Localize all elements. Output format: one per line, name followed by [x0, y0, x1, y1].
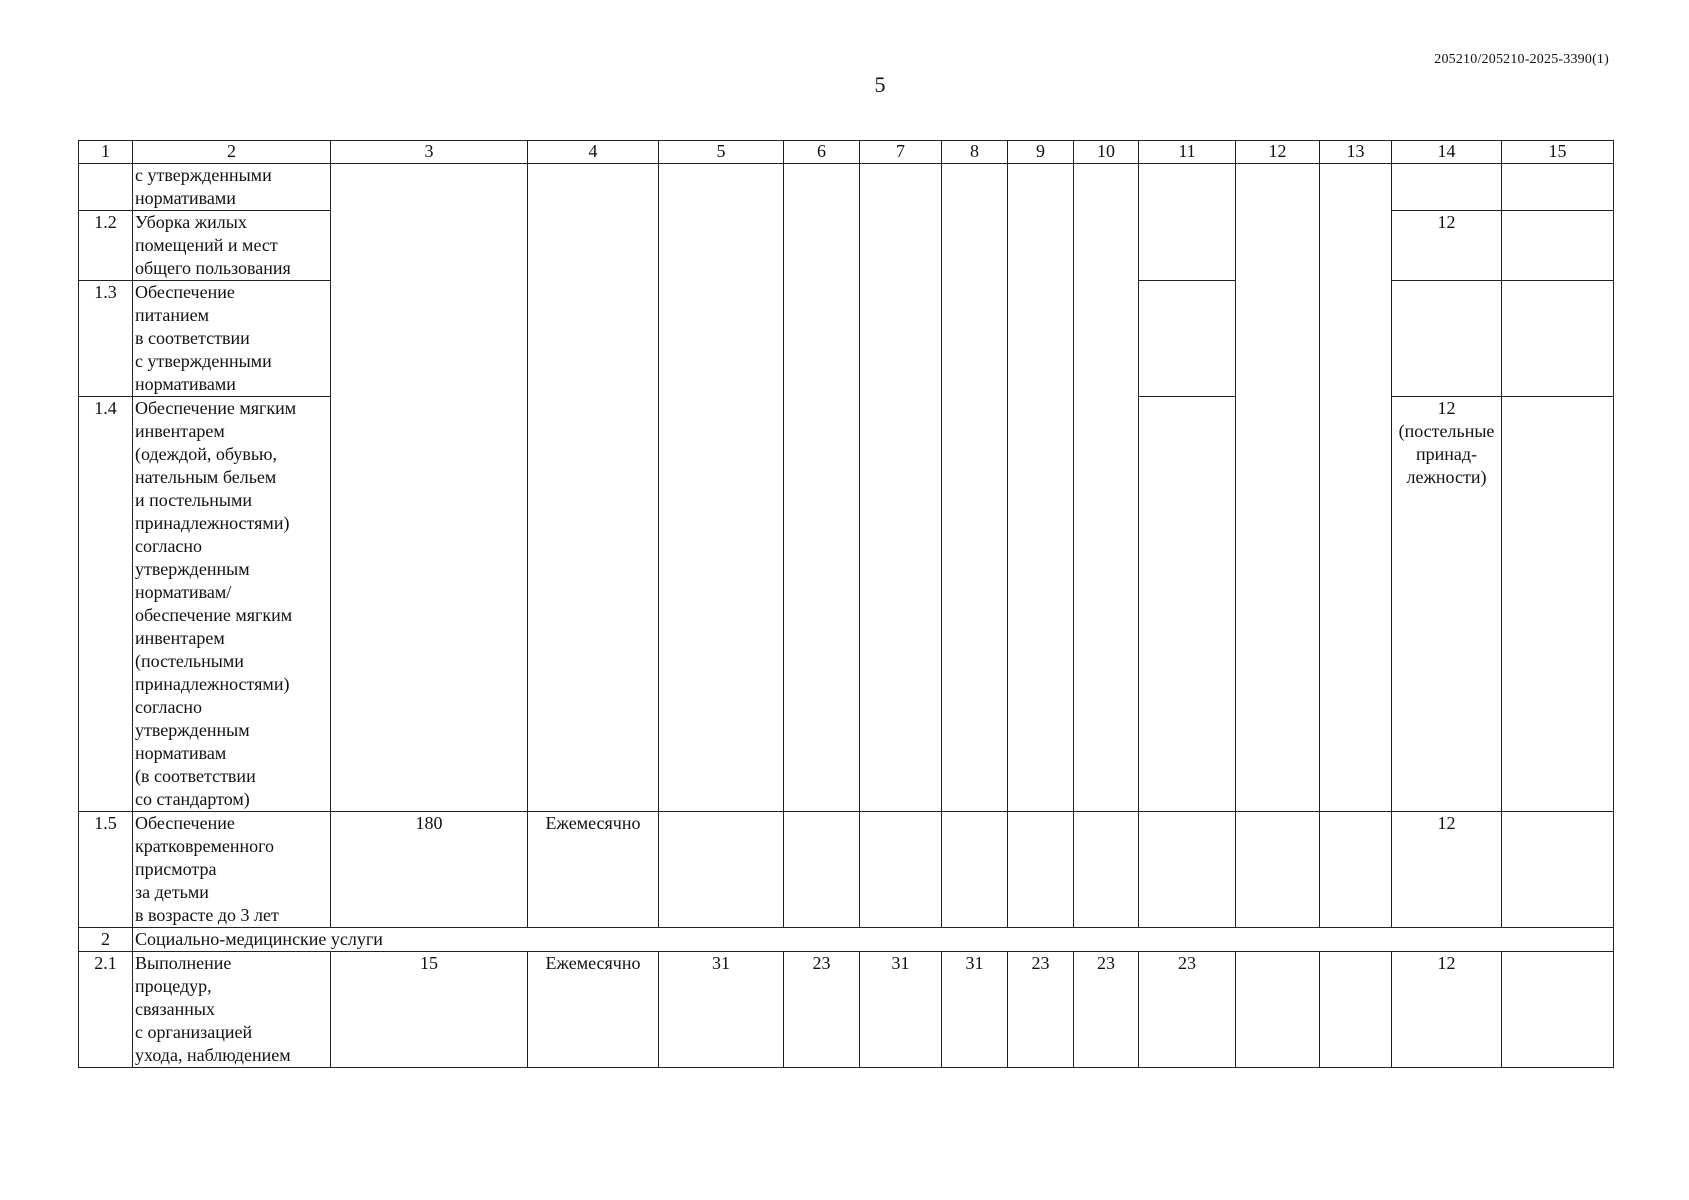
row-number: 1.3	[79, 281, 133, 397]
cell-col10	[1074, 164, 1139, 812]
cell-col6	[784, 812, 860, 928]
cell-col12	[1236, 164, 1320, 812]
cell-col10: 23	[1074, 952, 1139, 1068]
row-number: 2.1	[79, 952, 133, 1068]
cell-col15	[1502, 812, 1614, 928]
table-row	[79, 164, 1614, 211]
cell-col14: 12	[1392, 211, 1502, 281]
cell-col7	[860, 812, 942, 928]
column-header: 4	[528, 141, 659, 164]
cell-col8	[942, 164, 1008, 812]
document-number: 205210/205210-2025-3390(1)	[1434, 52, 1609, 67]
cell-col15	[1502, 281, 1614, 397]
cell-col12	[1236, 952, 1320, 1068]
cell-col14: 12 (постельные принад- лежности)	[1392, 397, 1502, 812]
section-title: Социально-медицинские услуги	[133, 928, 1614, 952]
cell-col11	[1139, 164, 1236, 281]
cell-col7: 31	[860, 952, 942, 1068]
cell-col10	[1074, 812, 1139, 928]
cell-col3: 180	[331, 812, 528, 928]
cell-col3	[331, 164, 528, 812]
service-name: Обеспечение питанием в соответствии с утвержденными нормативами	[133, 281, 331, 397]
table-row	[79, 812, 1614, 928]
row-number	[79, 164, 133, 211]
cell-col11	[1139, 812, 1236, 928]
row-number: 1.2	[79, 211, 133, 281]
cell-col8: 31	[942, 952, 1008, 1068]
cell-col15	[1502, 397, 1614, 812]
section-row	[79, 928, 1614, 952]
cell-col13	[1320, 952, 1392, 1068]
service-name: с утвержденными нормативами	[133, 164, 331, 211]
cell-col6: 23	[784, 952, 860, 1068]
cell-col11	[1139, 281, 1236, 397]
column-header: 13	[1320, 141, 1392, 164]
column-header: 9	[1008, 141, 1074, 164]
service-name: Выполнение процедур, связанных с организацией ухода, наблюдением	[133, 952, 331, 1068]
cell-col4: Ежемесячно	[528, 952, 659, 1068]
cell-col5: 31	[659, 952, 784, 1068]
cell-col6	[784, 164, 860, 812]
cell-col8	[942, 812, 1008, 928]
cell-col4	[528, 164, 659, 812]
page-number: 5	[874, 72, 886, 97]
cell-col4: Ежемесячно	[528, 812, 659, 928]
column-header: 6	[784, 141, 860, 164]
cell-col9: 23	[1008, 952, 1074, 1068]
table-header-row	[79, 141, 1614, 164]
cell-col14: 12	[1392, 952, 1502, 1068]
cell-col11	[1139, 397, 1236, 812]
cell-col11: 23	[1139, 952, 1236, 1068]
column-header: 5	[659, 141, 784, 164]
row-number: 2	[79, 928, 133, 952]
cell-col5	[659, 812, 784, 928]
cell-col9	[1008, 164, 1074, 812]
service-schedule-table	[78, 140, 1614, 1068]
column-header: 11	[1139, 141, 1236, 164]
column-header: 1	[79, 141, 133, 164]
column-header: 2	[133, 141, 331, 164]
service-name: Обеспечение мягким инвентарем (одеждой, обувью, нательным бельем и постельными принадлежностями) согласно утвержденным нормативам/ обеспечение мягким инвентарем (постельными принадлежностями) согласно утвержденным нормативам (в соответствии со стандартом)	[133, 397, 331, 812]
column-header: 14	[1392, 141, 1502, 164]
cell-col14: 12	[1392, 812, 1502, 928]
column-header: 7	[860, 141, 942, 164]
cell-col7	[860, 164, 942, 812]
cell-col12	[1236, 812, 1320, 928]
cell-col5	[659, 164, 784, 812]
row-number: 1.5	[79, 812, 133, 928]
cell-col15	[1502, 211, 1614, 281]
column-header: 12	[1236, 141, 1320, 164]
service-name: Обеспечение кратковременного присмотра за детьми в возрасте до 3 лет	[133, 812, 331, 928]
table-row	[79, 952, 1614, 1068]
cell-col14	[1392, 281, 1502, 397]
cell-col3: 15	[331, 952, 528, 1068]
column-header: 10	[1074, 141, 1139, 164]
cell-col15	[1502, 952, 1614, 1068]
cell-col15	[1502, 164, 1614, 211]
column-header: 15	[1502, 141, 1614, 164]
cell-col9	[1008, 812, 1074, 928]
column-header: 8	[942, 141, 1008, 164]
service-name: Уборка жилых помещений и мест общего пользования	[133, 211, 331, 281]
cell-col14	[1392, 164, 1502, 211]
cell-col13	[1320, 164, 1392, 812]
cell-col13	[1320, 812, 1392, 928]
row-number: 1.4	[79, 397, 133, 812]
column-header: 3	[331, 141, 528, 164]
